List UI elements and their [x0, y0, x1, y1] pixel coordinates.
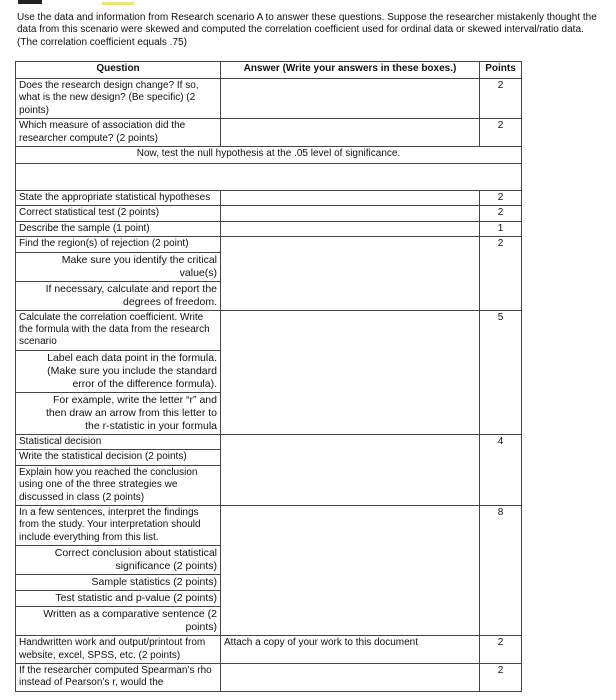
table-row: [16, 636, 522, 664]
header-points: Points: [480, 62, 522, 79]
table-row: [16, 147, 522, 164]
points-cell: 8: [480, 505, 522, 635]
table-row: [16, 221, 522, 236]
answer-box[interactable]: [221, 206, 480, 221]
points-cell: 2: [480, 636, 522, 664]
question-cell: Does the research design change? If so, what is the new design? (Be specific) (2 points): [16, 79, 221, 119]
points-cell: 2: [480, 79, 522, 119]
question-cell: Statistical decision: [16, 434, 221, 449]
question-cell: Write the statistical decision (2 points): [16, 450, 221, 465]
table-row: [16, 310, 522, 350]
table-row: [16, 119, 522, 147]
answer-box[interactable]: [221, 434, 480, 505]
answer-box[interactable]: Attach a copy of your work to this document: [221, 636, 480, 664]
question-cell: Calculate the correlation coefficient. Write the formula with the data from the research scenario: [16, 310, 221, 350]
table-row: [16, 79, 522, 119]
answer-box[interactable]: [221, 191, 480, 206]
subquestion-cell: For example, write the letter “r” and then draw an arrow from this letter to the r-statistic in your formula: [16, 392, 221, 434]
question-cell: Handwritten work and output/printout from website, excel, SPSS, etc. (2 points): [16, 636, 221, 664]
answer-box[interactable]: [221, 505, 480, 635]
table-row: [16, 434, 522, 449]
table-row: [16, 663, 522, 691]
subquestion-cell: Correct conclusion about statistical significance (2 points): [16, 546, 221, 575]
points-cell: 2: [480, 663, 522, 691]
table-row: [16, 505, 522, 545]
answer-box[interactable]: [221, 79, 480, 119]
points-cell: 5: [480, 310, 522, 434]
question-cell: Explain how you reached the conclusion using one of the three strategies we discussed in class (2 points): [16, 465, 221, 505]
question-cell: Describe the sample (1 point): [16, 221, 221, 236]
points-cell: 2: [480, 119, 522, 147]
header-question: Question: [16, 62, 221, 79]
header-highlight: [102, 2, 134, 5]
question-cell: Correct statistical test (2 points): [16, 206, 221, 221]
header-answer: Answer (Write your answers in these boxes.): [221, 62, 480, 79]
instruction-note: Now, test the null hypothesis at the .05 level of significance.: [16, 147, 522, 164]
subquestion-cell: Make sure you identify the critical value(s): [16, 252, 221, 281]
header-ink-mark: [18, 0, 42, 4]
subquestion-cell: Test statistic and p-value (2 points): [16, 591, 221, 607]
points-cell: 4: [480, 434, 522, 505]
table-row: [16, 164, 522, 191]
subquestion-cell: If necessary, calculate and report the degrees of freedom.: [16, 281, 221, 310]
subquestion-cell: Label each data point in the formula. (Make sure you include the standard error of the difference formula).: [16, 350, 221, 392]
answer-box[interactable]: [221, 663, 480, 691]
answer-box[interactable]: [221, 119, 480, 147]
points-cell: 2: [480, 191, 522, 206]
table-row: [16, 206, 522, 221]
header-mark: [16, 0, 136, 6]
subquestion-cell: Written as a comparative sentence (2 points): [16, 607, 221, 636]
answer-table: [15, 61, 522, 692]
instructions-text: Use the data and information from Research scenario A to answer these questions. Suppose the researcher mistakenly thought the data from this scenario were skewed and computed the correlation coefficient used for ordinal data or skewed interval/ratio data. (The correlation coefficient equals .75): [17, 12, 597, 48]
subquestion-cell: Sample statistics (2 points): [16, 575, 221, 591]
answer-box[interactable]: [221, 221, 480, 236]
question-cell: In a few sentences, interpret the findings from the study. Your interpretation should include everything from this list.: [16, 505, 221, 545]
answer-box[interactable]: [221, 237, 480, 310]
question-cell: Find the region(s) of rejection (2 point): [16, 237, 221, 252]
spacer-row: [16, 164, 522, 191]
question-cell: State the appropriate statistical hypotheses: [16, 191, 221, 206]
table-row: [16, 191, 522, 206]
answer-box[interactable]: [221, 310, 480, 434]
table-header-row: [16, 62, 522, 79]
points-cell: 2: [480, 206, 522, 221]
points-cell: 1: [480, 221, 522, 236]
question-cell: Which measure of association did the researcher compute? (2 points): [16, 119, 221, 147]
table-row: [16, 237, 522, 252]
points-cell: 2: [480, 237, 522, 310]
question-cell: If the researcher computed Spearman’s rho instead of Pearson’s r, would the: [16, 663, 221, 691]
